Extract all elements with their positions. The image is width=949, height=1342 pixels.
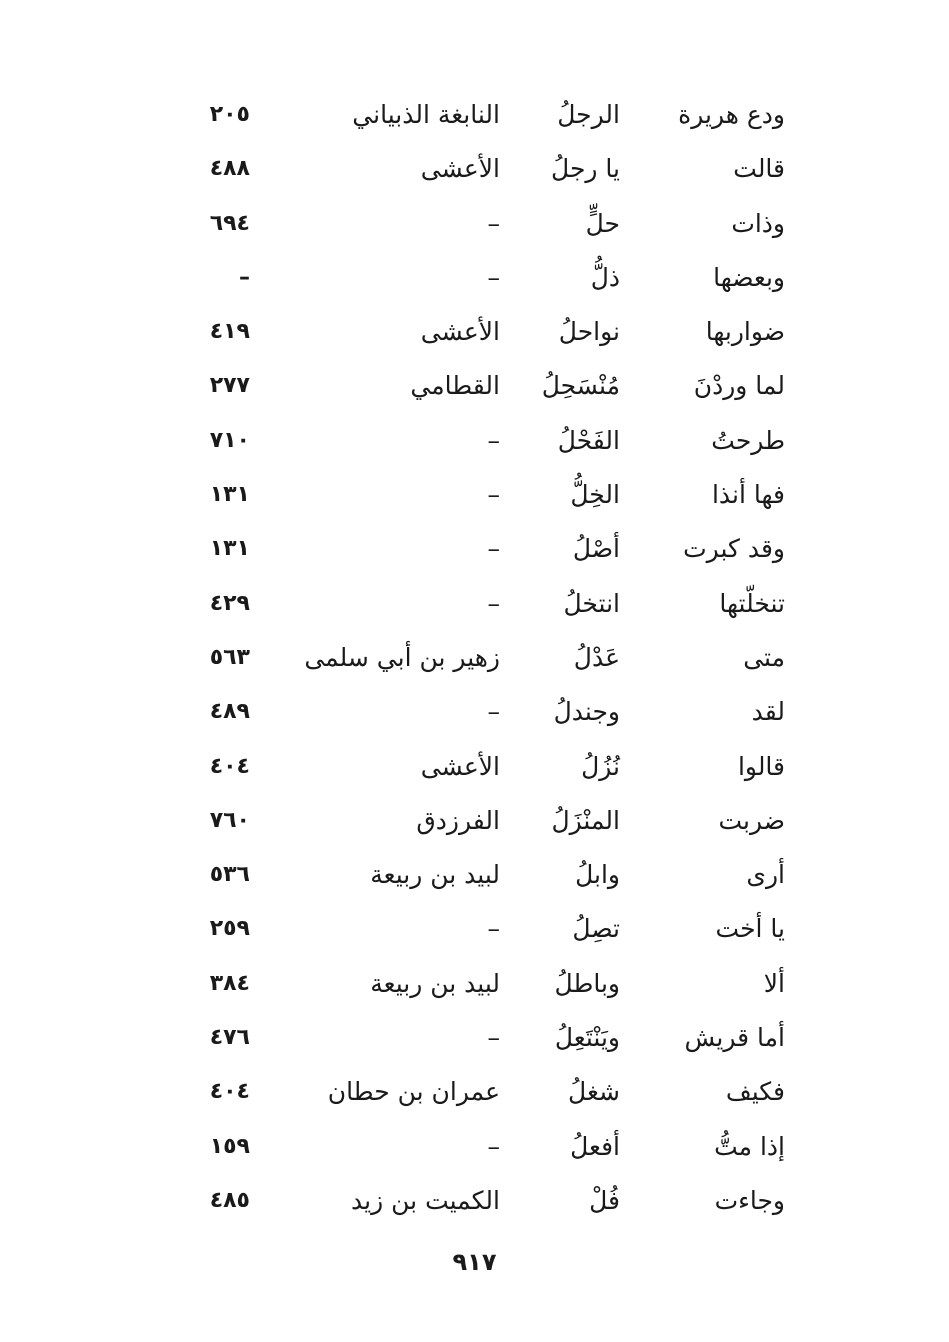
page-ref: ٧٦٠ [209, 807, 250, 833]
page-ref: ١٥٩ [209, 1133, 250, 1159]
poet-name: الأعشى [420, 317, 500, 347]
page-ref: ٤٨٥ [209, 1187, 250, 1213]
rhyme-word: الفَحْلُ [557, 425, 620, 455]
opening-word: أما قريش [684, 1023, 785, 1053]
poet-name: لبيد بن ربيعة [370, 860, 500, 890]
rhyme-word: المنْزَلُ [551, 805, 620, 835]
page-ref: ٢٠٥ [209, 102, 250, 127]
opening-word: تنخلّتها [719, 588, 785, 618]
table-row [180, 144, 800, 198]
page-ref: ١٣١ [209, 482, 250, 508]
page-ref: ٤٨٩ [209, 699, 250, 725]
table-row [180, 416, 800, 470]
poet-name: لبيد بن ربيعة [370, 968, 500, 998]
rhyme-word: نواحلُ [558, 317, 620, 347]
rhyme-word: وابلُ [575, 860, 620, 890]
page-ref: ٢٧٧ [209, 373, 250, 399]
rhyme-word: نُزُلُ [581, 751, 620, 781]
poet-name: – [487, 425, 500, 455]
opening-word: طرحتُ [711, 425, 785, 455]
table-row [180, 850, 800, 904]
opening-word: ضربت [718, 805, 785, 835]
table-row [180, 1067, 800, 1121]
table-row [180, 904, 800, 958]
poet-name: – [487, 697, 500, 727]
rhyme-word: أصْلُ [572, 534, 620, 564]
page-ref: ٤٧٦ [209, 1025, 250, 1051]
rhyme-word: يا رجلُ [551, 154, 620, 184]
rhyme-word: عَدْلُ [573, 642, 620, 672]
poetry-index-table [180, 90, 800, 1230]
opening-word: وذات [731, 208, 785, 238]
page-ref: ٣٨٤ [209, 970, 250, 996]
table-row [180, 1122, 800, 1176]
rhyme-word: فُلْ [589, 1185, 620, 1215]
opening-word: متى [743, 642, 785, 672]
table-row [180, 524, 800, 578]
poet-name: عمران بن حطان [327, 1077, 500, 1107]
poet-name: زهير بن أبي سلمى [304, 642, 500, 672]
poet-name: – [487, 914, 500, 944]
rhyme-word: انتخلُ [563, 588, 620, 618]
opening-word: ألا [763, 968, 785, 998]
page-ref: ٤٠٤ [209, 1079, 250, 1105]
poet-name: – [487, 588, 500, 618]
poet-name: – [487, 262, 500, 292]
rhyme-word: وباطلُ [554, 968, 620, 998]
table-row [180, 1176, 800, 1230]
opening-word: وبعضها [713, 262, 785, 292]
opening-word: يا أخت [715, 914, 785, 944]
table-row [180, 90, 800, 144]
page-ref: ٢٥٩ [209, 916, 250, 942]
poet-name: – [487, 208, 500, 238]
rhyme-word: شغلُ [568, 1077, 620, 1107]
rhyme-word: أفعلُ [570, 1131, 620, 1161]
page-ref: ٧١٠ [209, 427, 250, 453]
rhyme-word: حلٍّ [585, 208, 620, 238]
opening-word: ودع هريرة [678, 100, 785, 129]
page-ref: ٤٨٨ [209, 156, 250, 182]
opening-word: ضواربها [705, 317, 785, 347]
table-row [180, 199, 800, 253]
rhyme-word: وجندلُ [553, 697, 620, 727]
opening-word: أرى [746, 860, 785, 890]
opening-word: لقد [751, 697, 785, 727]
table-row [180, 687, 800, 741]
poet-name: الأعشى [420, 154, 500, 184]
table-row [180, 253, 800, 307]
table-row [180, 470, 800, 524]
page-ref: ٥٣٦ [209, 862, 250, 888]
poet-name: الفرزدق [416, 805, 500, 835]
opening-word: قالت [733, 154, 785, 184]
page-ref: ٤٢٩ [209, 590, 250, 616]
poet-name: – [487, 480, 500, 510]
table-row [180, 579, 800, 633]
table-row [180, 959, 800, 1013]
page-ref: ٥٦٣ [209, 644, 250, 670]
rhyme-word: مُنْسَحِلُ [541, 371, 620, 401]
opening-word: وقد كبرت [683, 534, 785, 564]
table-row [180, 1013, 800, 1067]
opening-word: لما وردْنَ [693, 371, 785, 401]
poet-name: النابغة الذبياني [352, 100, 500, 129]
opening-word: فها أنذا [711, 480, 785, 510]
page-ref: ٦٩٤ [209, 210, 250, 236]
page-ref: ٤٠٤ [209, 753, 250, 779]
poet-name: الأعشى [420, 751, 500, 781]
rhyme-word: الخِلُّ [570, 480, 620, 510]
rhyme-word: ويَنْتَعِلُ [554, 1023, 620, 1053]
page-ref: ١٣١ [209, 536, 250, 562]
rhyme-word: تصِلُ [572, 914, 620, 944]
rhyme-word: الرجلُ [557, 100, 620, 129]
poet-name: – [487, 534, 500, 564]
poet-name: – [487, 1023, 500, 1053]
page-number: ٩١٧ [452, 1248, 497, 1276]
opening-word: إذا متُّ [714, 1131, 785, 1161]
opening-word: وجاءت [714, 1185, 785, 1215]
rhyme-word: ذلُّ [590, 262, 620, 292]
table-row [180, 796, 800, 850]
poet-name: – [487, 1131, 500, 1161]
opening-word: قالوا [737, 751, 785, 781]
opening-word: فكيف [725, 1077, 785, 1107]
page-ref: – [239, 264, 250, 290]
poet-name: القطامي [410, 371, 500, 401]
table-row [180, 307, 800, 361]
poet-name: الكميت بن زيد [351, 1185, 500, 1215]
table-row [180, 361, 800, 415]
page-ref: ٤١٩ [209, 319, 250, 345]
table-row [180, 633, 800, 687]
table-row [180, 742, 800, 796]
